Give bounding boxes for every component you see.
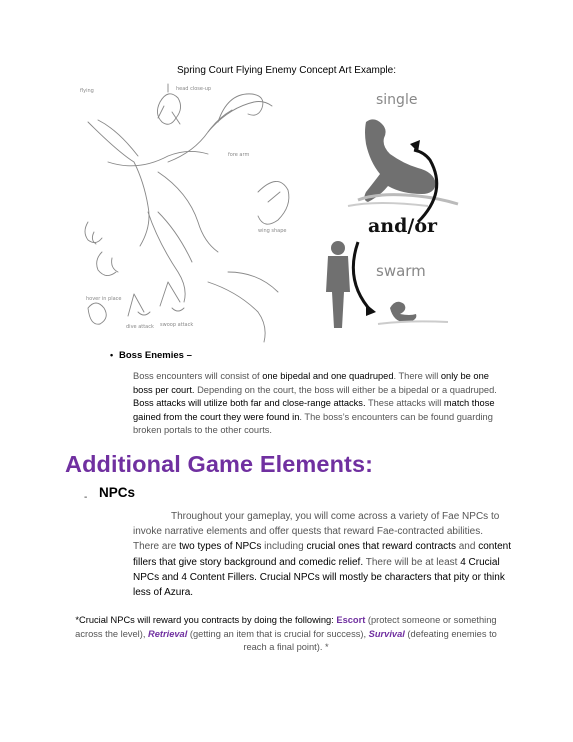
text-run: Depending on the court, the boss will either be a bipedal or a quadruped. — [194, 384, 497, 395]
text-run: * — [75, 615, 80, 625]
emphasis-run: content fillers that give story background and comedic relief. — [133, 541, 512, 568]
text-run: (getting an item that is crucial for success), — [187, 628, 369, 639]
text-run: There will be at least — [363, 556, 461, 568]
npcs-paragraph — [133, 509, 511, 600]
single-label: single — [376, 92, 418, 108]
emphasis-run: Crucial NPCs will reward you contracts by doing the following: — [79, 615, 334, 625]
text-run: and — [455, 541, 479, 553]
left-note: swoop attack — [160, 322, 194, 328]
list-dash: - — [84, 492, 88, 503]
text-run: (protect someone or something across the level), — [75, 615, 497, 639]
text-run: Throughout your gameplay, you will come across a variety of Fae NPCs to invoke narrative elements and offer quests that reward Fae-contracted abilities. There are — [133, 511, 500, 553]
section-heading: Additional Game Elements: — [65, 451, 374, 477]
boss-enemies-paragraph — [133, 370, 508, 438]
left-note: dive attack — [126, 324, 154, 330]
survival-term: Survival — [368, 628, 405, 639]
left-note: fore arm — [228, 152, 250, 158]
escort-term: Escort — [336, 615, 366, 625]
flying-enemy-sketch — [68, 82, 308, 344]
left-note: hover in place — [86, 296, 122, 302]
left-note: flying — [80, 88, 94, 94]
emphasis-run: match those gained from the court they were found in — [133, 398, 495, 422]
emphasis-run: Boss attacks will utilize both far and close-range attacks. — [133, 398, 366, 409]
contracts-footnote — [68, 614, 504, 655]
emphasis-run: two types of NPCs — [179, 541, 262, 553]
boss-enemies-list-item — [110, 350, 192, 361]
andor-label: and/or — [368, 215, 438, 237]
figure-caption: Spring Court Flying Enemy Concept Art Example: — [177, 65, 396, 76]
single-swarm-sketch — [318, 82, 470, 330]
bullet: • — [110, 350, 114, 360]
emphasis-run: one bipedal and one quadruped — [262, 371, 394, 381]
left-note: wing shape — [258, 228, 287, 234]
text-run: These attacks will — [365, 398, 444, 409]
left-note: head close-up — [176, 86, 212, 92]
retrieval-term: Retrieval — [148, 628, 188, 639]
emphasis-run: crucial ones that reward contracts — [306, 541, 456, 553]
boss-enemies-heading: Boss Enemies – — [119, 350, 192, 361]
emphasis-run: Crucial NPCs will mostly be characters that pity or think less of Azura. — [133, 571, 505, 599]
text-run: Boss encounters will consist of — [133, 371, 263, 381]
emphasis-run: 4 Crucial NPCs and 4 Content Fillers. — [133, 556, 500, 583]
emphasis-run: only be one boss per court. — [133, 371, 489, 395]
text-run: (defeating enemies to reach a final point). * — [243, 628, 497, 653]
swarm-label: swarm — [376, 262, 426, 280]
npcs-heading: NPCs — [99, 485, 136, 500]
text-run: including — [261, 541, 307, 553]
text-run: . The boss’s encounters can be found guarding broken portals to the other courts. — [133, 411, 493, 436]
text-run: . There will — [393, 371, 441, 381]
